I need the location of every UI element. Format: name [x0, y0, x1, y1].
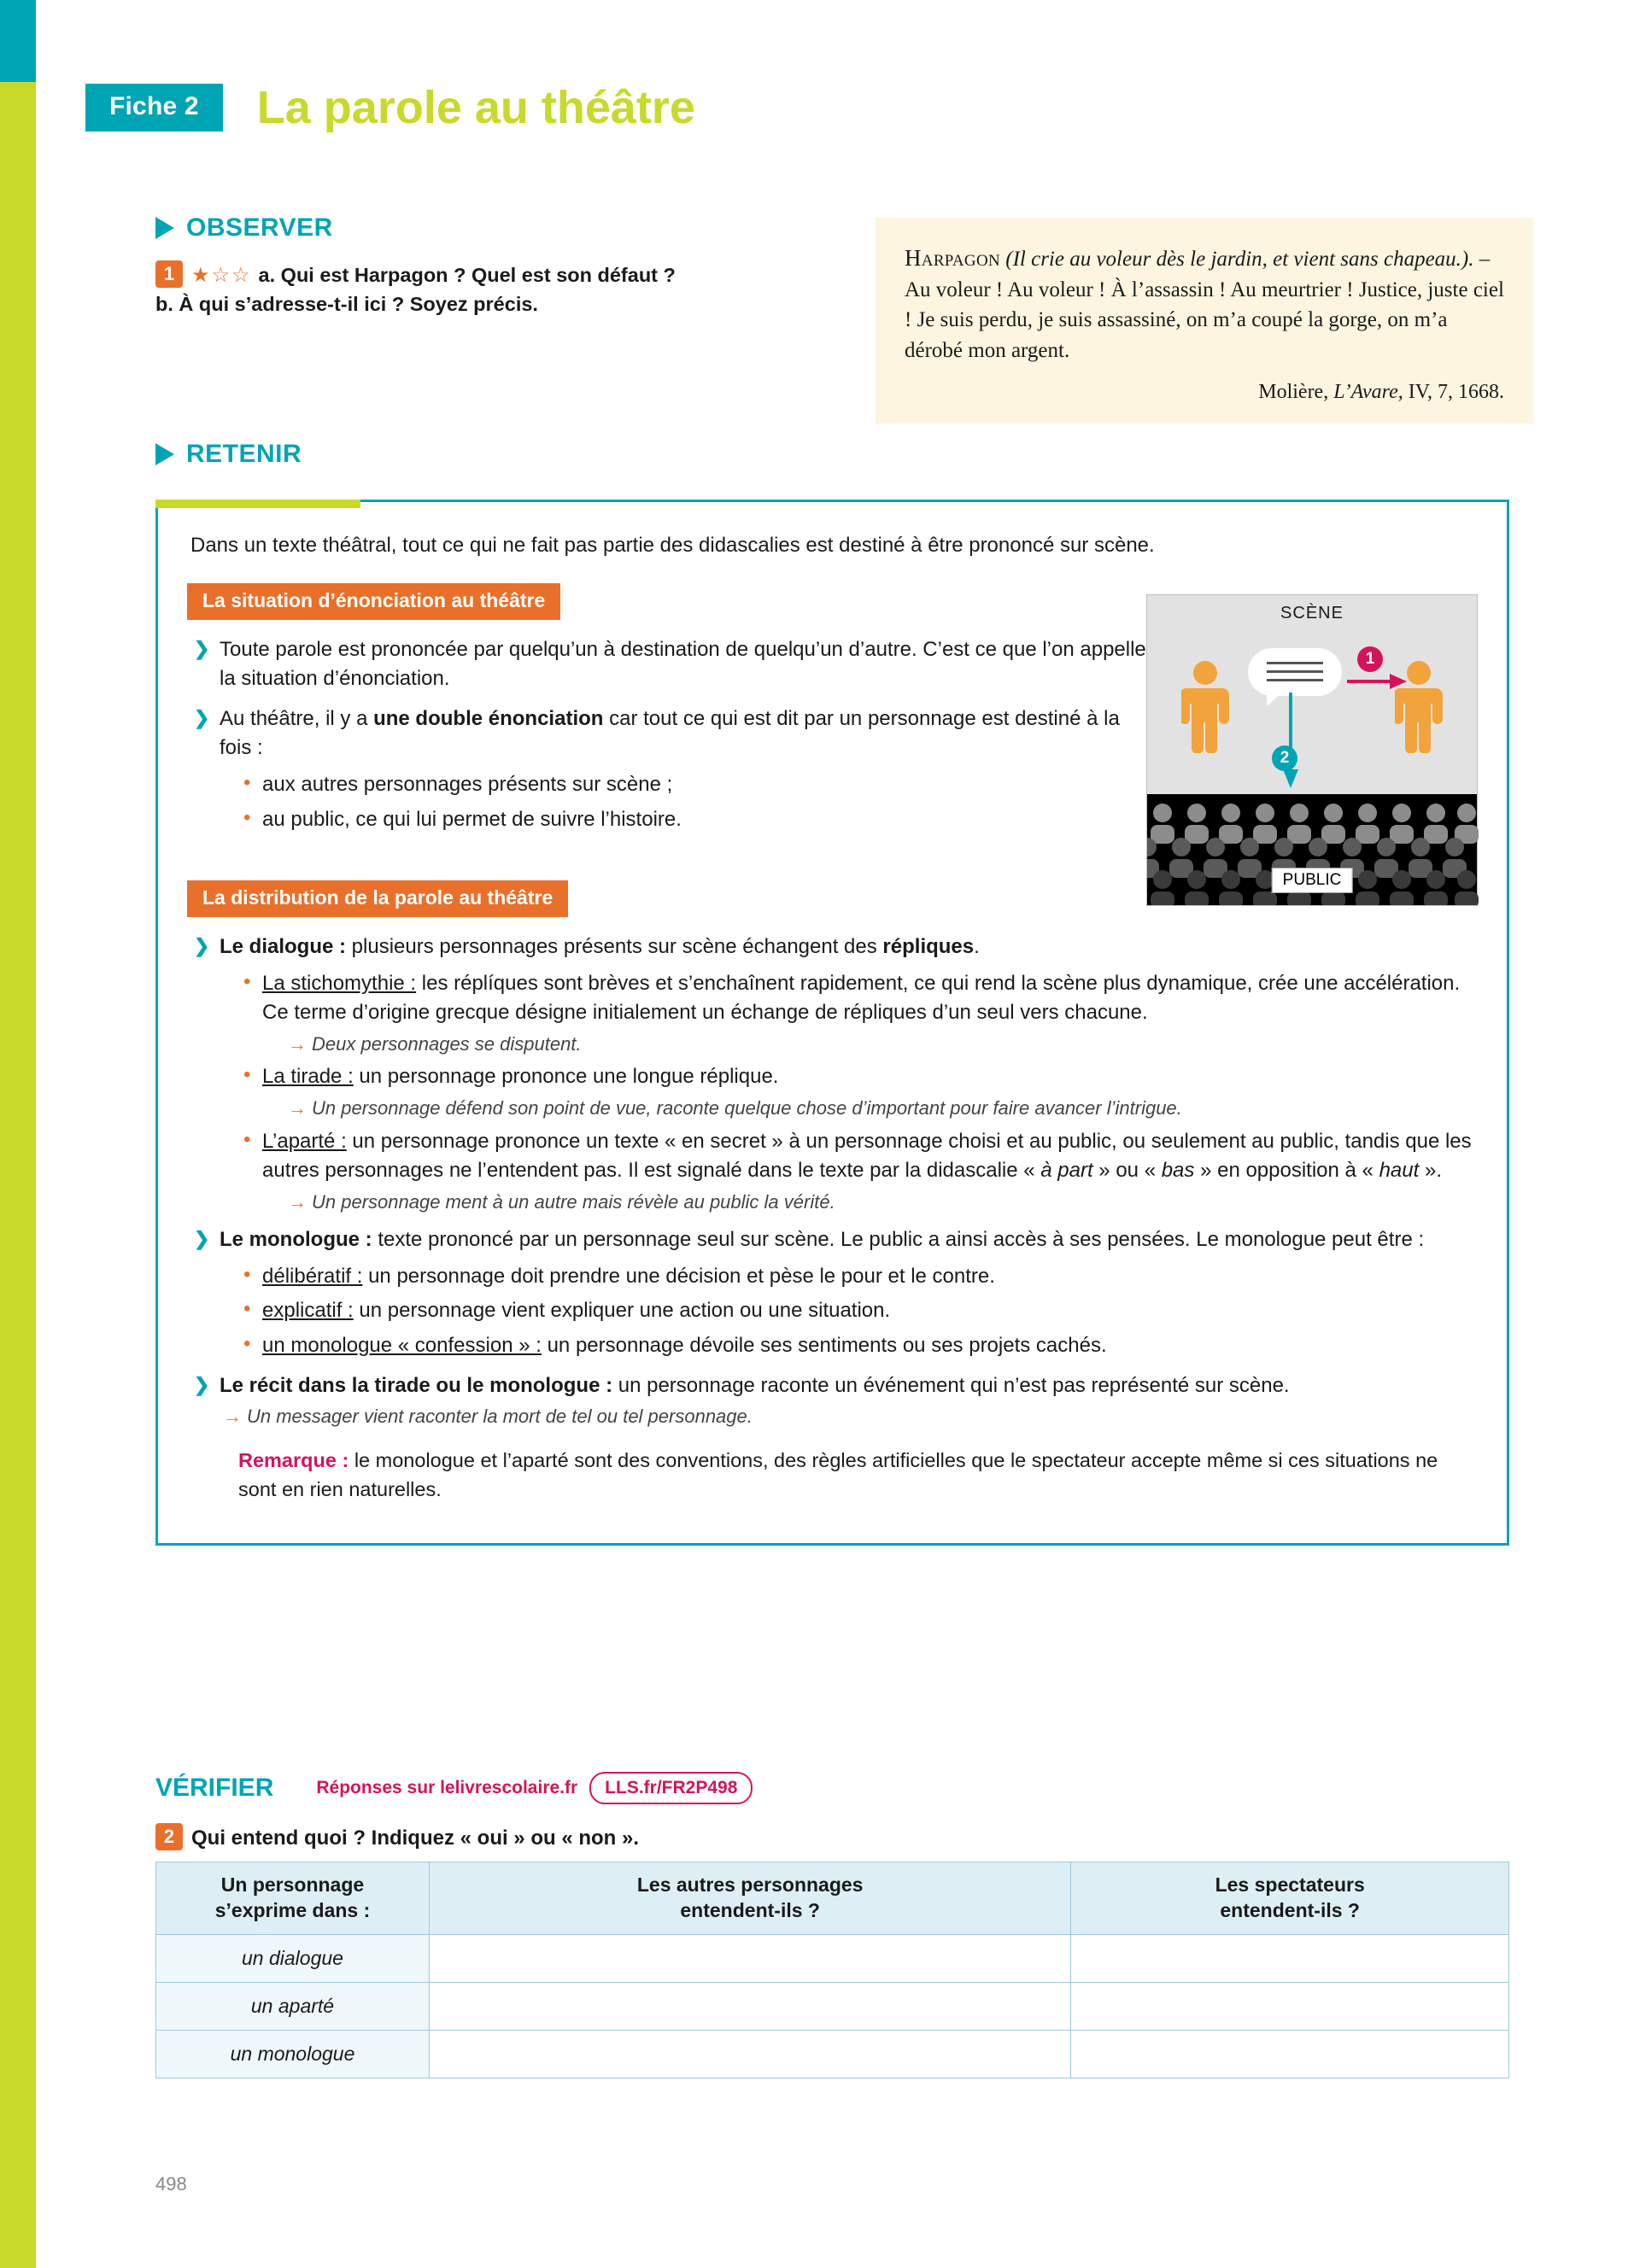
- diagram-scene-label: SCÈNE: [1280, 604, 1344, 623]
- answer-cell[interactable]: [1071, 1934, 1509, 1982]
- explicatif-text: un personnage vient expliquer une action ou une situation.: [353, 1299, 891, 1323]
- aparte-text-3: » en opposition à «: [1194, 1159, 1379, 1183]
- theatre-diagram: [1146, 594, 1478, 906]
- monologue-label: Le monologue :: [220, 1228, 372, 1252]
- aparte-example: → Un personnage ment à un autre mais révèle au public la vérité.: [288, 1190, 835, 1213]
- subsection-title-distribution: La distribution de la parole au théâtre: [187, 880, 568, 917]
- recit-label: Le récit dans la tirade ou le monologue :: [220, 1373, 613, 1397]
- aparte-ital-1: à part: [1040, 1159, 1093, 1183]
- recit-text: un personnage raconte un événement qui n’est pas représenté sur scène.: [612, 1373, 1290, 1397]
- retenir-box: [155, 500, 1509, 1546]
- speech-bubble-icon: [1248, 648, 1342, 696]
- list-item: [194, 1225, 1478, 1360]
- answers-table: [155, 1862, 1509, 2078]
- row-label: un monologue: [156, 2030, 430, 2078]
- list-item: • au public, ce qui lui permet de suivre l’histoire.: [243, 805, 1151, 835]
- stichomythie-label: La stichomythie :: [262, 971, 417, 995]
- confession-label: un monologue « confession » :: [262, 1334, 542, 1358]
- audience-area: [1147, 794, 1477, 905]
- monologue-text: texte prononcé par un personnage seul sur scène. Le public a ainsi accès à ses pensées. Le monologue peut être :: [372, 1228, 1425, 1252]
- aparte-label: L’aparté :: [262, 1129, 347, 1153]
- verifier-question-text: Qui entend quoi ? Indiquez « oui » ou « non ».: [191, 1827, 639, 1850]
- answer-cell[interactable]: [1071, 2030, 1509, 2078]
- quote-source-author: Molière,: [1258, 381, 1329, 403]
- aparte-text-1: un personnage prononce un texte « en secret » à un personnage choisi et au public, ou seulement au public, tandis que les autres personnages ne l’entendent pas. Il est signalé dans le texte par la didascalie «: [262, 1129, 1472, 1183]
- list-item: • aux autres personnages présents sur scène ;: [243, 770, 1151, 800]
- table-row: [156, 1982, 1509, 2030]
- enonciation-item-1: Toute parole est prononcée par quelqu’un à destination de quelqu’un d’autre. C’est ce que l’on appelle la situation d’énonciation.: [220, 637, 1146, 691]
- enonciation-sublist: [243, 770, 1151, 834]
- enonciation-item-2-pre: Au théâtre, il y a: [220, 706, 374, 730]
- answers-text: Réponses sur lelivrescolaire.fr: [316, 1778, 578, 1797]
- aparte-ital-2: bas: [1161, 1159, 1195, 1183]
- tirade-example: → Un personnage défend son point de vue, raconte quelque chose d’important pour faire avancer l’intrigue.: [288, 1096, 1182, 1119]
- list-item: [243, 1331, 1478, 1361]
- stichomythie-text: les réplíques sont brèves et s’enchaînent rapidement, ce qui rend la scène plus dynamique, crée une accélération. Ce terme d’origine grecque désigne initialement un échange de répliques d’un seul vers chacune.: [262, 971, 1461, 1025]
- table-header-row: [156, 1862, 1509, 1935]
- page-content: [60, 0, 1640, 2268]
- answer-cell[interactable]: [430, 2030, 1071, 2078]
- answer-cell[interactable]: [1071, 1982, 1509, 2030]
- aparte-ital-3: haut: [1379, 1159, 1420, 1183]
- list-item: [194, 704, 1151, 834]
- table-header-col1: Un personnage s’exprime dans :: [156, 1862, 430, 1935]
- dialogue-bold: répliques: [882, 935, 975, 959]
- table-header-col3: Les spectateurs entendent-ils ?: [1071, 1862, 1509, 1935]
- remark: [238, 1446, 1478, 1504]
- enonciation-item-2-bold: une double énonciation: [373, 706, 604, 730]
- list-item: [243, 969, 1478, 1058]
- answer-cell[interactable]: [430, 1934, 1071, 1982]
- page-title: La parole au théâtre: [256, 82, 695, 133]
- question-number-badge: 1: [155, 260, 183, 288]
- section-heading-observer: [155, 213, 333, 243]
- page-header: [85, 77, 695, 138]
- list-item: [243, 1062, 1478, 1121]
- aparte-text-4: ».: [1419, 1159, 1442, 1183]
- observer-label: OBSERVER: [186, 213, 333, 242]
- tirade-label: La tirade :: [262, 1065, 354, 1089]
- stichomythie-example: → Deux personnages se disputent.: [288, 1032, 582, 1055]
- page-number: 498: [155, 2173, 187, 2195]
- retenir-intro: Dans un texte théâtral, tout ce qui ne fait pas partie des didascalies est destiné à être prononcé sur scène.: [190, 534, 1155, 557]
- recit-example: → Un messager vient raconter la mort de tel ou tel personnage.: [223, 1406, 753, 1428]
- answers-code-link[interactable]: LLS.fr/FR2P498: [589, 1772, 753, 1804]
- remark-label: Remarque :: [238, 1448, 349, 1471]
- actor-left-icon: [1181, 659, 1229, 753]
- observer-question: [155, 260, 864, 316]
- enonciation-item-2-post: car tout ce qui est dit par un personnage est destiné à la fois :: [220, 706, 1120, 760]
- quote-box: [876, 218, 1533, 424]
- list-item: [194, 1371, 1478, 1504]
- fiche-tag: Fiche 2: [85, 84, 223, 132]
- dialogue-label: Le dialogue :: [220, 935, 347, 959]
- list-item: [243, 1296, 1478, 1326]
- quote-source-ref: IV, 7, 1668.: [1403, 381, 1504, 403]
- enonciation-list: [194, 635, 1151, 834]
- distribution-list: [194, 932, 1478, 1504]
- quote-source: [905, 377, 1504, 406]
- deliberatif-label: délibératif :: [262, 1264, 363, 1288]
- diagram-badge-1: 1: [1357, 646, 1383, 672]
- arrow-to-other-actor-icon: [1345, 670, 1414, 693]
- difficulty-stars: ★☆☆: [191, 264, 252, 287]
- list-item: [194, 635, 1151, 694]
- diagram-public-label: PUBLIC: [1272, 868, 1353, 893]
- question-number-badge: 2: [155, 1823, 183, 1850]
- triangle-icon: [155, 443, 174, 465]
- explicatif-label: explicatif :: [262, 1299, 354, 1323]
- list-item: [243, 1262, 1478, 1292]
- retenir-label: RETENIR: [186, 440, 302, 468]
- table-header-col2: Les autres personnages entendent-ils ?: [430, 1862, 1071, 1935]
- table-row: [156, 2030, 1509, 2078]
- row-label: un aparté: [156, 1982, 430, 2030]
- list-item: [243, 1127, 1478, 1216]
- table-row: [156, 1934, 1509, 1982]
- quote-stage-direction: (Il crie au voleur dès le jardin, et vient sans chapeau.).: [1005, 248, 1474, 271]
- tirade-text: un personnage prononce une longue réplique.: [353, 1065, 779, 1089]
- aparte-text-2: » ou «: [1092, 1159, 1162, 1183]
- left-decorative-bar: [0, 0, 36, 2268]
- verifier-label: VÉRIFIER: [155, 1774, 274, 1802]
- question-line-b: b. À qui s’adresse-t-il ici ? Soyez précis.: [155, 293, 538, 315]
- subsection-title-enonciation: La situation d’énonciation au théâtre: [187, 583, 560, 620]
- dialogue-text-post: .: [974, 935, 980, 959]
- dialogue-text-pre: plusieurs personnages présents sur scène échangent des: [346, 935, 883, 959]
- list-item: [194, 932, 1478, 1215]
- quote-text: – Au voleur ! Au voleur ! À l’assassin ! Au meurtrier ! Justice, juste ciel ! Je suis perdu, je suis assassiné, on m’a coupé la gorge, on m’a dérobé mon argent.: [905, 248, 1504, 362]
- question-line-a: a. Qui est Harpagon ? Quel est son défaut ?: [258, 264, 676, 286]
- arrow-to-public-icon: [1280, 691, 1302, 793]
- remark-text: le monologue et l’aparté sont des conventions, des règles artificielles que le spectateur accepte même si ces situations ne sont en rien naturelles.: [238, 1448, 1438, 1500]
- confession-text: un personnage dévoile ses sentiments ou ses projets cachés.: [541, 1334, 1107, 1358]
- left-teal-accent: [0, 0, 36, 82]
- verifier-question: [155, 1823, 639, 1850]
- answer-cell[interactable]: [430, 1982, 1071, 2030]
- deliberatif-text: un personnage doit prendre une décision et pèse le pour et le contre.: [362, 1264, 995, 1288]
- quote-source-work: L’Avare,: [1333, 381, 1403, 403]
- quote-speaker: Harpagon: [905, 245, 1000, 271]
- section-heading-retenir: [155, 440, 302, 469]
- row-label: un dialogue: [156, 1934, 430, 1982]
- dialogue-sublist: [243, 969, 1478, 1216]
- diagram-badge-2: 2: [1272, 745, 1297, 771]
- section-heading-verifier: [155, 1772, 753, 1804]
- monologue-sublist: [243, 1262, 1478, 1361]
- triangle-icon: [155, 217, 174, 239]
